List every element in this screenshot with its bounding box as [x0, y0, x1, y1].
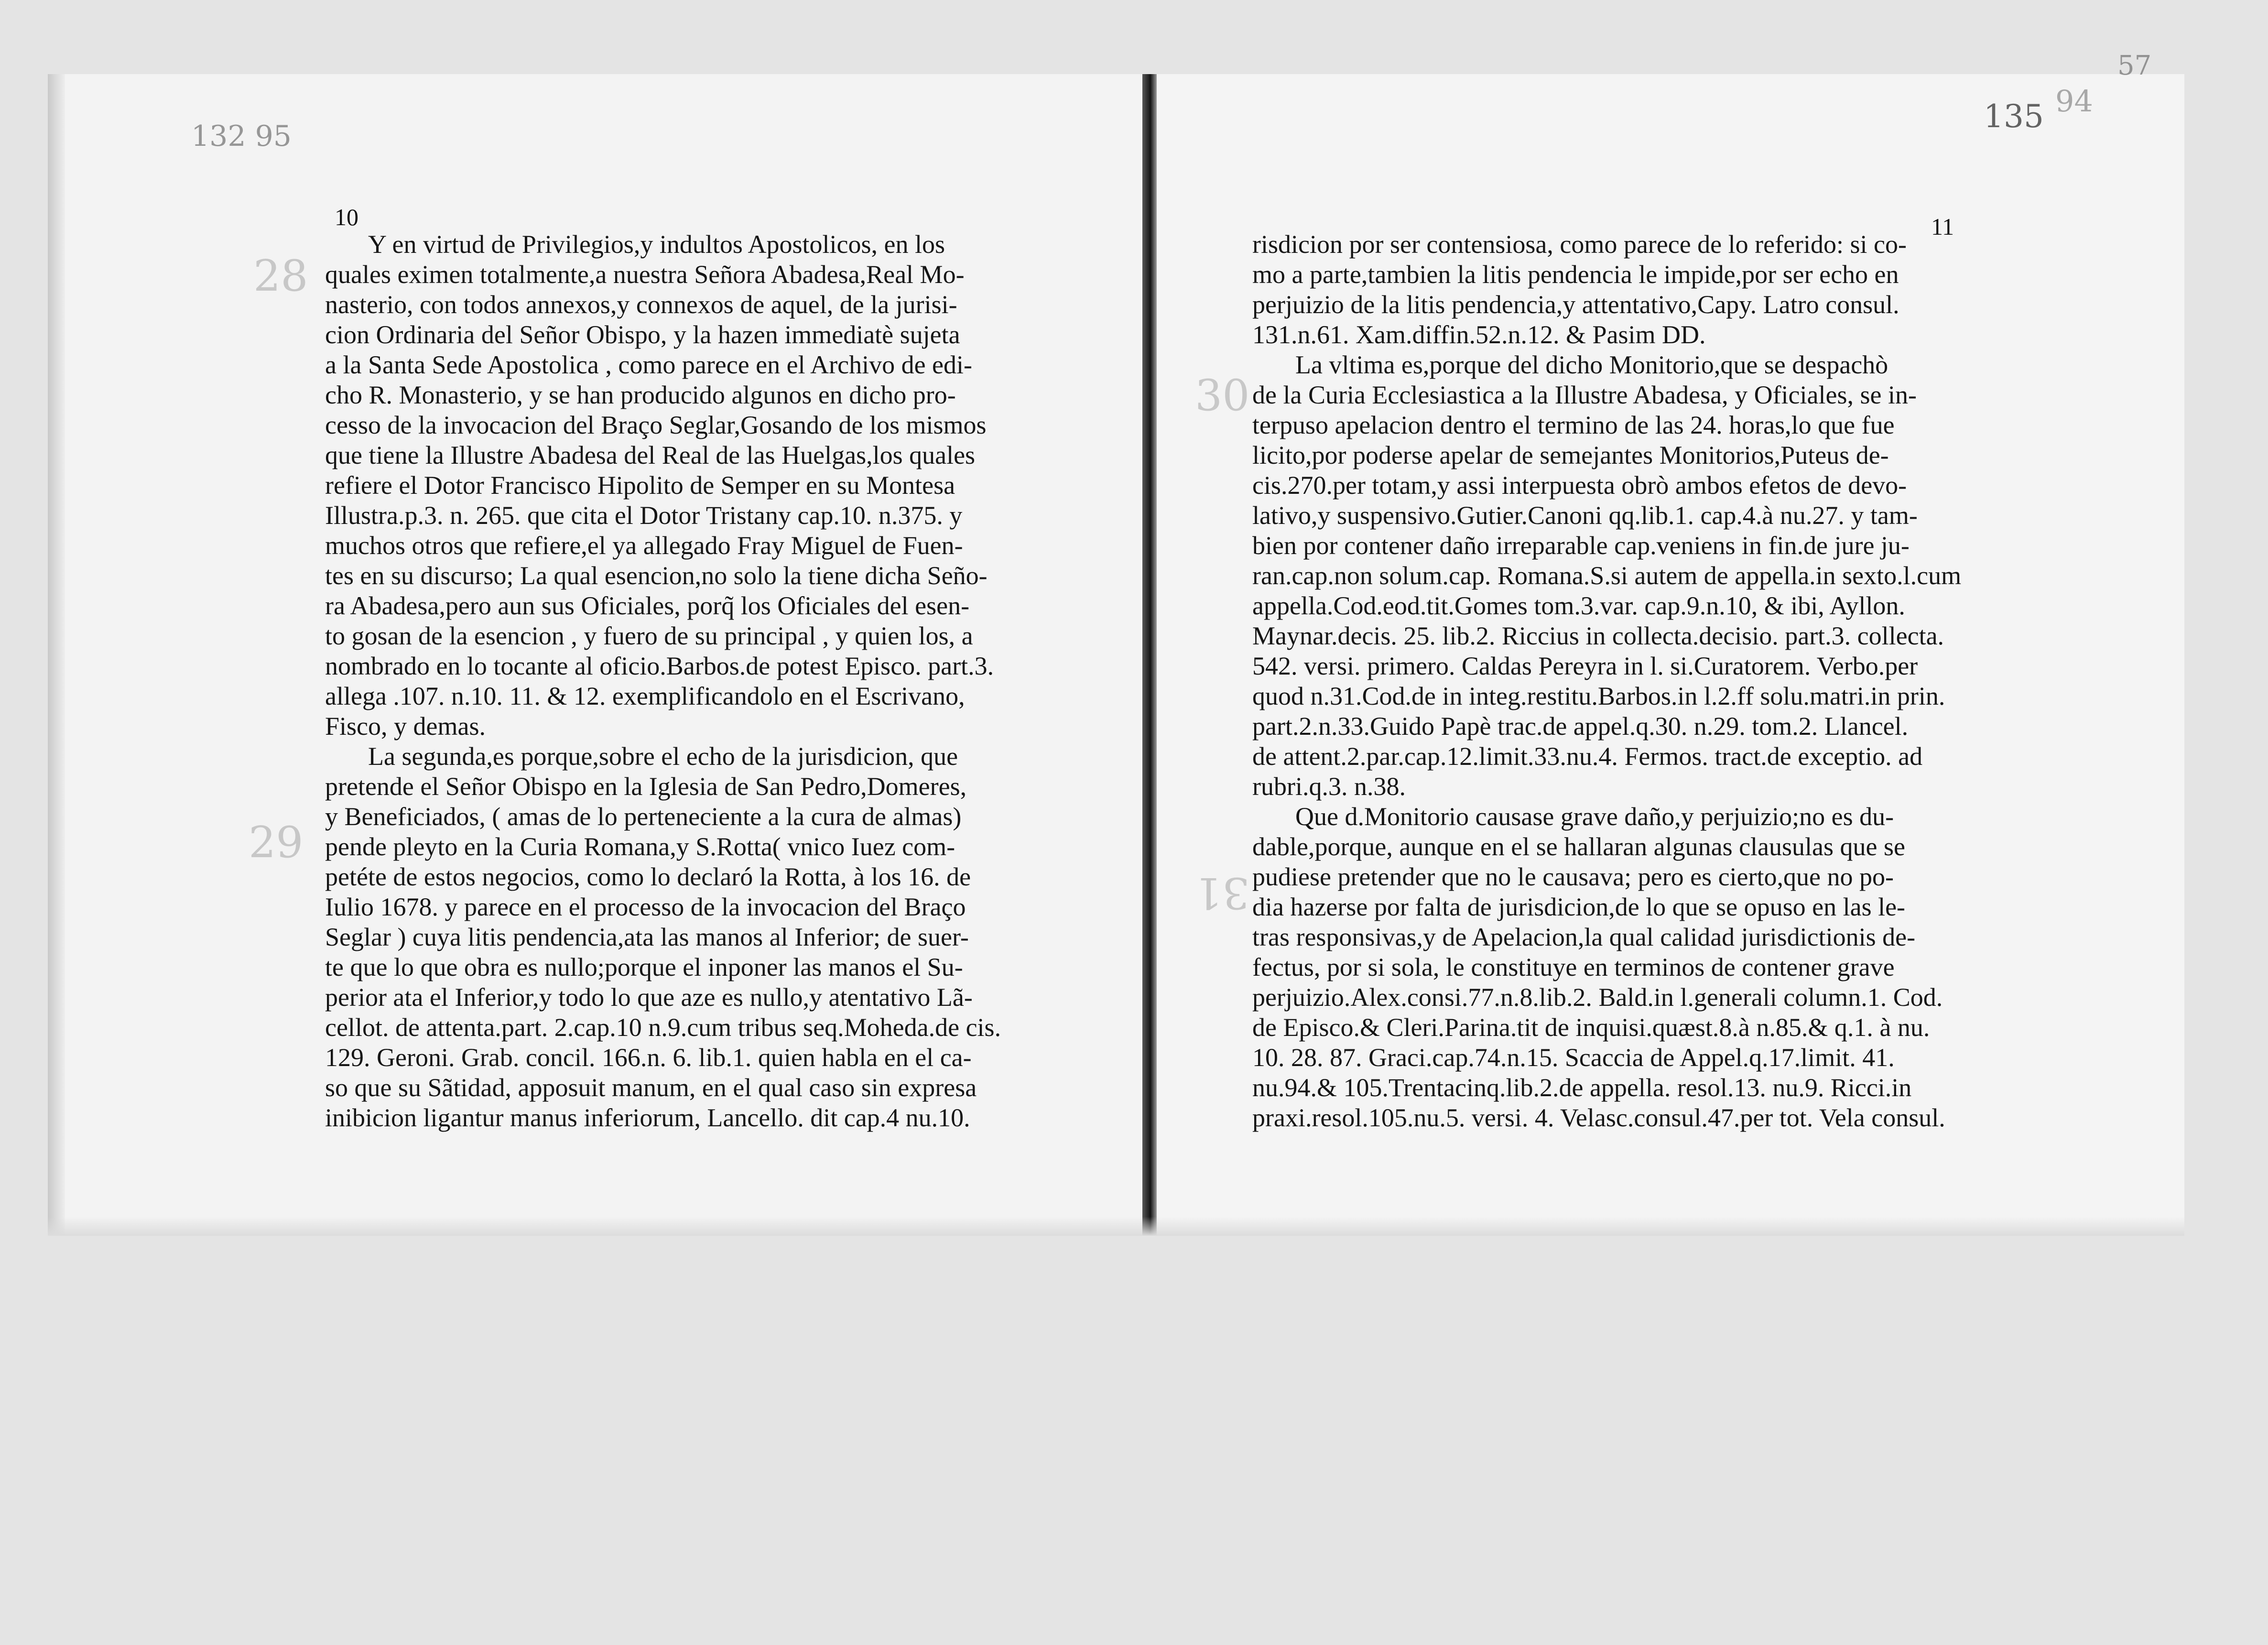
handwritten-corner-number: 57 [2117, 50, 2152, 81]
text-line: Illustra.p.3. n. 265. que cita el Dotor Tristany cap.10. n.375. y [325, 501, 963, 530]
text-line: praxi.resol.105.nu.5. versi. 4. Velasc.consul.47.per tot. Vela consul. [1252, 1103, 1945, 1132]
book-gutter [1142, 74, 1157, 1236]
text-line: te que lo que obra es nullo;porque el inponer las manos el Su- [325, 953, 963, 981]
text-line: de attent.2.par.cap.12.limit.33.nu.4. Fermos. tract.de exceptio. ad [1252, 742, 1923, 771]
text-line: y Beneficiados, ( amas de lo perteneciente a la cura de almas) [325, 802, 962, 831]
handwritten-top-left: 132 95 [191, 120, 292, 153]
margin-note-31: 31 [1195, 868, 1250, 918]
text-line: nasterio, con todos annexos,y connexos de aquel, de la jurisi- [325, 290, 957, 319]
text-line: terpuso apelacion dentro el termino de las 24. horas,lo que fue [1252, 411, 1895, 439]
text-line: pende pleyto en la Curia Romana,y S.Rotta( vnico Iuez com- [325, 832, 955, 861]
paragraph [325, 229, 1025, 741]
text-line: bien por contener daño irreparable cap.veniens in fin.de jure ju- [1252, 531, 1910, 560]
paragraph [1252, 229, 1984, 350]
paragraph [1252, 350, 1984, 802]
text-line: perjuizio de la litis pendencia,y attentativo,Capy. Latro consul. [1252, 290, 1899, 319]
text-line: cho R. Monasterio, y se han producido algunos en dicho pro- [325, 381, 956, 409]
text-line: de Episco.& Cleri.Parina.tit de inquisi.quæst.8.à n.85.& q.1. à nu. [1252, 1013, 1930, 1042]
text-line: licito,por poderse apelar de semejantes Monitorios,Puteus de- [1252, 441, 1889, 469]
text-line: tes en su discurso; La qual esencion,no solo la tiene dicha Seño- [325, 561, 988, 590]
right-page-text [1252, 229, 1984, 1133]
text-line: Que d.Monitorio causase grave daño,y perjuizio;no es du- [1295, 802, 1894, 831]
text-line: part.2.n.33.Guido Papè trac.de appel.q.30. n.29. tom.2. Llancel. [1252, 712, 1909, 741]
handwritten-folio-crossed: 94 [2055, 84, 2093, 119]
handwritten-folio-number: 135 [1984, 98, 2044, 135]
text-line: La vltima es,porque del dicho Monitorio,que se despachò [1295, 350, 1888, 379]
text-line: nu.94.& 105.Trentacinq.lib.2.de appella. resol.13. nu.9. Ricci.in [1252, 1073, 1912, 1102]
text-line: Seglar ) cuya litis pendencia,ata las manos al Inferior; de suer- [325, 923, 969, 951]
text-line: pudiese pretender que no le causava; pero es cierto,que no po- [1252, 862, 1894, 891]
page-bottom-shadow [48, 1217, 2184, 1236]
paragraph [325, 741, 1025, 1133]
right-page-number: 11 [1931, 213, 1954, 240]
text-line: dable,porque, aunque en el se hallaran algunas clausulas que se [1252, 832, 1905, 861]
text-line: cis.270.per totam,y assi interpuesta obrò ambos efetos de devo- [1252, 471, 1907, 500]
text-line: dia hazerse por falta de jurisdicion,de lo que se opuso en las le- [1252, 893, 1906, 921]
left-page-text [325, 229, 1025, 1133]
text-line: Y en virtud de Privilegios,y indultos Apostolicos, en los [368, 230, 945, 259]
text-line: 129. Geroni. Grab. concil. 166.n. 6. lib.1. quien habla en el ca- [325, 1043, 972, 1072]
text-line: muchos otros que refiere,el ya allegado Fray Miguel de Fuen- [325, 531, 963, 560]
text-line: ra Abadesa,pero aun sus Oficiales, porq̃ los Oficiales del esen- [325, 591, 970, 620]
paragraph [1252, 802, 1984, 1133]
book-spread [48, 50, 2184, 1236]
text-line: Iulio 1678. y parece en el processo de la invocacion del Braço [325, 893, 966, 921]
text-line: to gosan de la esencion , y fuero de su principal , y quien los, a [325, 621, 973, 650]
text-line: pretende el Señor Obispo en la Iglesia de San Pedro,Domeres, [325, 772, 967, 801]
text-line: appella.Cod.eod.tit.Gomes tom.3.var. cap.9.n.10, & ibi, Ayllon. [1252, 591, 1905, 620]
text-line: de la Curia Ecclesiastica a la Illustre Abadesa, y Oficiales, se in- [1252, 381, 1917, 409]
text-line: tras responsivas,y de Apelacion,la qual calidad jurisdictionis de- [1252, 923, 1916, 951]
page-edge [48, 74, 65, 1236]
text-line: nombrado en lo tocante al oficio.Barbos.de potest Episco. part.3. [325, 652, 994, 680]
text-line: fectus, por si sola, le constituye en terminos de contener grave [1252, 953, 1895, 981]
text-line: 10. 28. 87. Graci.cap.74.n.15. Scaccia de Appel.q.17.limit. 41. [1252, 1043, 1895, 1072]
right-page [1157, 50, 2184, 1236]
text-line: cellot. de attenta.part. 2.cap.10 n.9.cum tribus seq.Moheda.de cis. [325, 1013, 1001, 1042]
text-line: 131.n.61. Xam.diffin.52.n.12. & Pasim DD. [1252, 320, 1706, 349]
text-line: perior ata el Inferior,y todo lo que aze es nullo,y atentativo Lã- [325, 983, 973, 1012]
text-line: rubri.q.3. n.38. [1252, 772, 1406, 801]
text-line: que tiene la Illustre Abadesa del Real de las Huelgas,los quales [325, 441, 976, 469]
left-page [48, 74, 1142, 1236]
text-line: inibicion ligantur manus inferiorum, Lancello. dit cap.4 nu.10. [325, 1103, 970, 1132]
text-line: Fisco, y demas. [325, 712, 486, 741]
text-line: cion Ordinaria del Señor Obispo, y la hazen immediatè sujeta [325, 320, 960, 349]
text-line: risdicion por ser contensiosa, como parece de lo referido: si co- [1252, 230, 1907, 259]
text-line: quales eximen totalmente,a nuestra Señora Abadesa,Real Mo- [325, 260, 965, 289]
text-line: allega .107. n.10. 11. & 12. exemplificandolo en el Escrivano, [325, 682, 965, 710]
text-line: quod n.31.Cod.de in integ.restitu.Barbos.in l.2.ff solu.matri.in prin. [1252, 682, 1945, 710]
margin-note-28: 28 [253, 251, 308, 301]
text-line: refiere el Dotor Francisco Hipolito de Semper en su Montesa [325, 471, 955, 500]
text-line: Maynar.decis. 25. lib.2. Riccius in collecta.decisio. part.3. collecta. [1252, 621, 1944, 650]
text-line: perjuizio.Alex.consi.77.n.8.lib.2. Bald.in l.generali column.1. Cod. [1252, 983, 1943, 1012]
margin-note-29: 29 [249, 817, 304, 868]
text-line: petéte de estos negocios, como lo declaró la Rotta, à los 16. de [325, 862, 971, 891]
text-line: a la Santa Sede Apostolica , como parece en el Archivo de edi- [325, 350, 973, 379]
left-page-number: 10 [335, 204, 358, 230]
text-line: so que su Sãtidad, apposuit manum, en el qual caso sin expresa [325, 1073, 977, 1102]
text-line: mo a parte,tambien la litis pendencia le impide,por ser echo en [1252, 260, 1899, 289]
text-line: lativo,y suspensivo.Gutier.Canoni qq.lib.1. cap.4.à nu.27. y tam- [1252, 501, 1918, 530]
margin-note-30: 30 [1195, 370, 1250, 421]
text-line: 542. versi. primero. Caldas Pereyra in l. si.Curatorem. Verbo.per [1252, 652, 1918, 680]
text-line: cesso de la invocacion del Braço Seglar,Gosando de los mismos [325, 411, 987, 439]
text-line: ran.cap.non solum.cap. Romana.S.si autem de appella.in sexto.l.cum [1252, 561, 1962, 590]
text-line: La segunda,es porque,sobre el echo de la jurisdicion, que [368, 742, 958, 771]
